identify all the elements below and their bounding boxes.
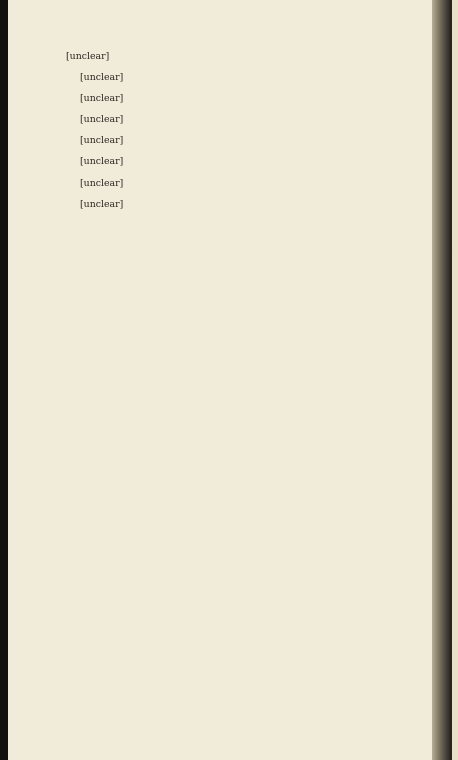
paragraph-5: [unclear]: [80, 135, 124, 147]
paragraph-8: [unclear]: [80, 198, 124, 210]
paragraph-4: [unclear]: [80, 114, 124, 126]
paragraph-3: [unclear]: [80, 93, 124, 105]
paragraph-2: [unclear]: [80, 72, 124, 84]
paragraph-7: [unclear]: [80, 177, 124, 189]
paragraph-1: [unclear]: [66, 51, 110, 62]
paragraph-6: [unclear]: [80, 156, 124, 168]
scan-left-edge: [0, 0, 8, 760]
page-text-column: [66, 50, 406, 219]
document-page: [8, 0, 432, 760]
next-page-edge: [452, 0, 458, 760]
